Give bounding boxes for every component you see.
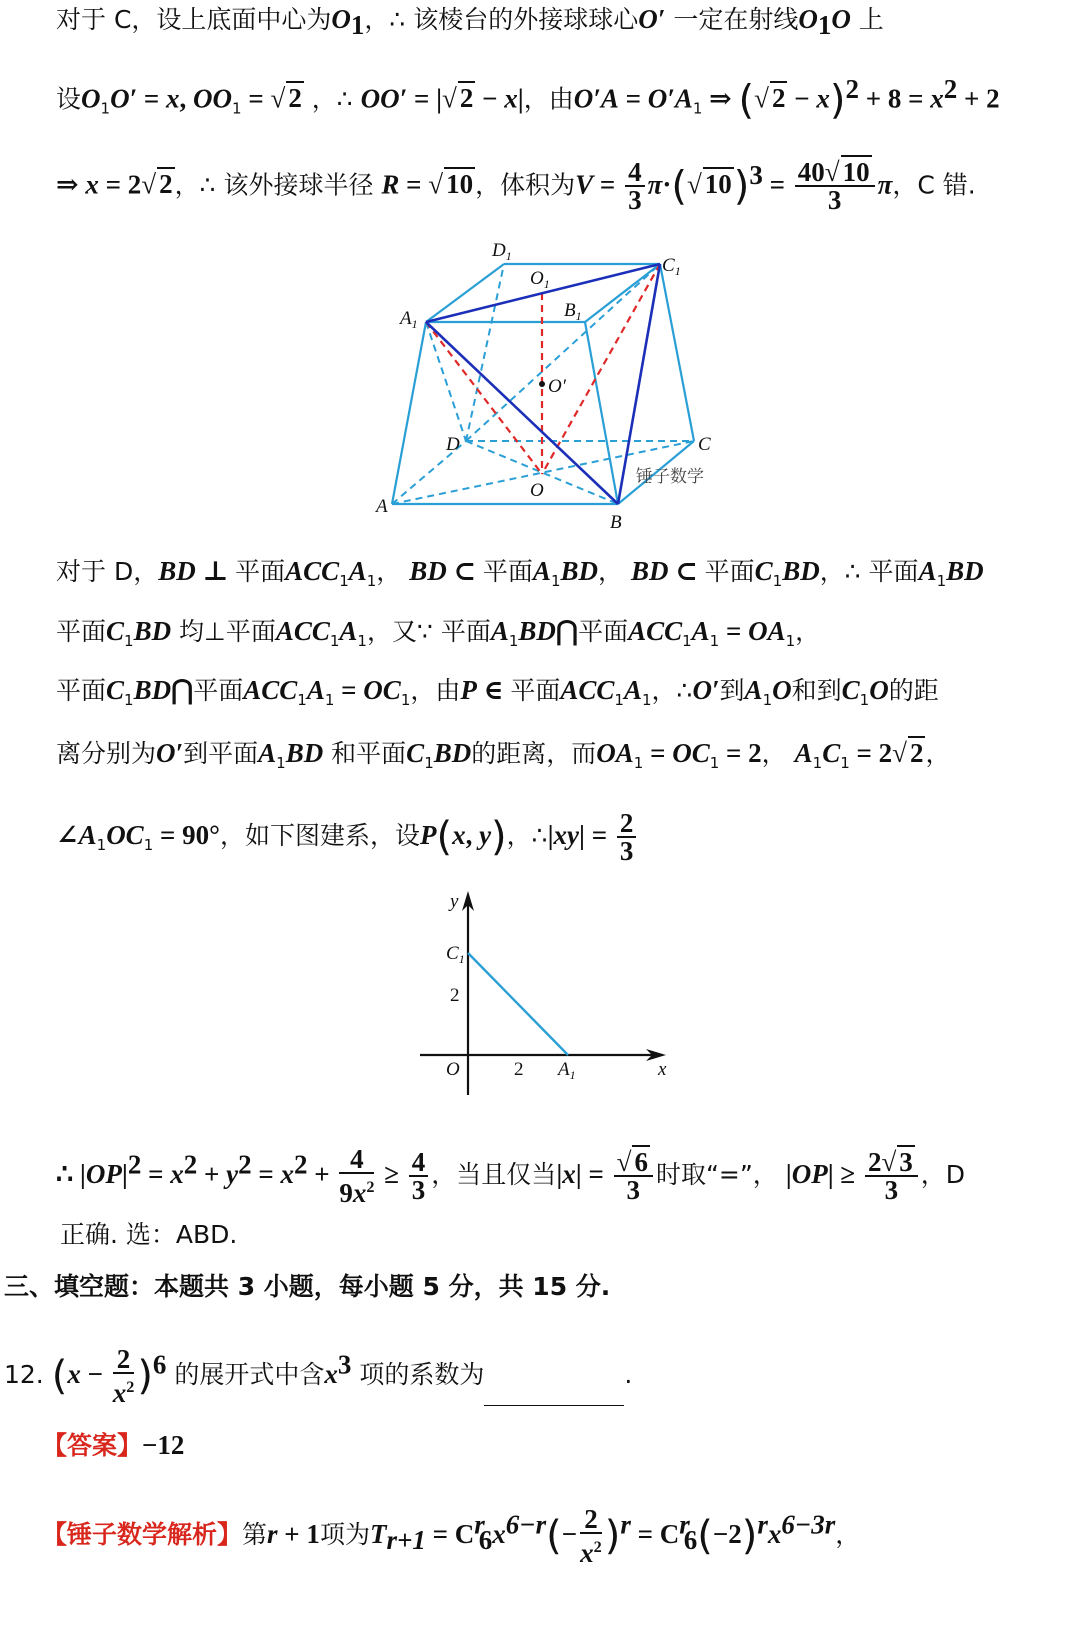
tick-x-2: 2 [514,1059,524,1080]
section-3-title: 三、填空题：本题共 3 小题，每小题 5 分，共 15 分. [4,1272,611,1301]
coordinate-graph [410,885,680,1105]
label-O-prime: O′ [548,376,566,397]
answer-line: 【答案】−12 [42,1430,185,1460]
text-line-2: 设$O_1O' = x$, $OO_1$ = √ 2 ，∴ OO′ = |√ 2 − x|，由$O'A = O'A_1$ ⇒ (√ $2 - x)^2 + 8 = x^2 + 2$ [56,74,1000,124]
text-line-6: 平面$C_1BD⋂$平面$ACC_1A_1 = OC_1$，由P ∈ 平面$ACC_1A_1$，∴O′到$A_1O$和到$C_1O$的距 [56,675,939,709]
text-line-1: 对于 C，设上底面中心为$O_1$，∴ 该棱台的外接球球心O′ 一定在射线$O_1O$ 上 [56,4,884,40]
y-axis-label: y [450,891,459,912]
text-line-3: ⇒ x = 2√ 2，∴ 该外接球半径 R = √ 10，体积为V = $\frac{4}{3}$ π·(√ 10)$^3$ = $\frac{40√ 10}{3}$ π，C 错. [56,157,976,216]
question-12: 12. (x − $\frac{2}{x^2}$ )$^6$ 的展开式中含$x^3$ 项的系数为 . [4,1344,633,1408]
origin-label: O [446,1059,460,1080]
watermark: 锤子数学 [636,467,704,487]
label-D1: $D_1$ [492,240,512,263]
text-line-8: $\angle A_1OC_1 = 90^\circ$，如下图建系，设P(x, y)，∴|xy| = $\frac{2}{3}$ [56,810,1050,864]
label-A1: $A_1$ [400,308,418,331]
label-O: O [530,480,544,501]
text-line-9: ∴ $|OP|^2 = x^2 + y^2 = x^2$ + $\frac{4}{9x^2}$ ≥ $\frac{4}{3}$ ，当且仅当|x| = $\frac{√ 6}{3}$ 时取“=”， |OP| ≥ $\frac{2√ 3}{3}$ ，D [56,1144,966,1208]
frustum-figure [376,238,720,538]
tick-y-2: 2 [450,985,460,1006]
label-B1: $B_1$ [564,300,582,323]
analysis-line: 【锤子数学解析】第r + 1项为$T_{r+1} = C^r_6x^{6-r}(-$ $\frac{2}{x^2}$ )$^r = C^r_6(-2)^rx^{6-3r}$， [42,1504,861,1568]
text-line-4: 对于 D，BD ⊥ 平面$ACC_1A_1$， BD ⊂ 平面$A_1BD$， BD ⊂ 平面$C_1BD$，∴ 平面$A_1BD$ [56,556,984,590]
answer-blank [484,1379,624,1406]
label-D: D [446,434,460,455]
label-C1: $C_1$ [662,255,681,278]
x-axis-label: x [658,1059,667,1080]
label-B: B [610,512,622,533]
c1-label: $C_1$ [446,943,465,966]
label-C: C [698,434,711,455]
a1-label: $A_1$ [558,1059,576,1082]
text-line-5: 平面$C_1BD$ 均⊥平面$ACC_1A_1$，又∵ 平面$A_1BD⋂$平面$ACC_1A_1 = OA_1$， [56,616,821,650]
text-line-10: 正确. 选：ABD. [60,1220,238,1249]
label-O1: $O_1$ [530,268,550,291]
label-A: A [376,496,388,517]
text-line-7: 离分别为O′到平面$A_1BD$ 和平面$C_1BD$的距离，而$OA_1 = OC_1 = 2$， $A_1C_1 = 2√$ 2， [56,738,951,772]
